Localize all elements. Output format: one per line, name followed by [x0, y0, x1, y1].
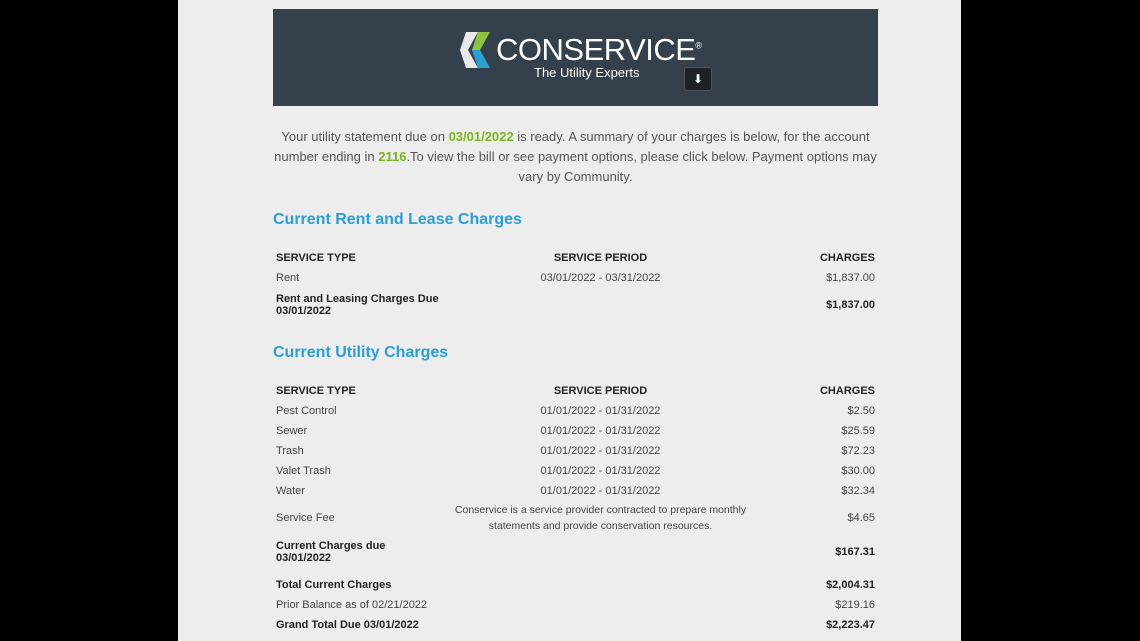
table-row: Pest Control 01/01/2022 - 01/31/2022 $2.50	[276, 405, 875, 417]
total-current-charges-row: Total Current Charges $2,004.31	[276, 579, 875, 591]
rent-section-title: Current Rent and Lease Charges	[273, 211, 522, 228]
email-page	[178, 0, 961, 641]
header-charges: CHARGES	[819, 252, 875, 264]
rent-total-row: Rent and Leasing Charges Due 03/01/2022 $1,837.00	[276, 293, 875, 317]
table-header-row	[273, 248, 878, 268]
header-service-period: SERVICE PERIOD	[553, 252, 648, 264]
service-fee-row: Service Fee Conservice is a service provider contracted to prepare monthly statements and provide conservation resources. $4.65	[273, 501, 878, 535]
download-arrow-icon: ⬇	[692, 72, 704, 86]
header-service-type: SERVICE TYPE	[276, 385, 356, 397]
conservice-logo	[456, 30, 706, 90]
table-row: Valet Trash 01/01/2022 - 01/31/2022 $30.00	[276, 465, 875, 477]
grand-total-row: Grand Total Due 03/01/2022 $2,223.47	[276, 619, 875, 631]
current-charges-due-row: Current Charges due 03/01/2022 $167.31	[276, 540, 875, 564]
prior-balance-row: Prior Balance as of 02/21/2022 $219.16	[276, 599, 875, 611]
table-row: Sewer 01/01/2022 - 01/31/2022 $25.59	[276, 425, 875, 437]
service-fee-note: Conservice is a service provider contracted to prepare monthly statements and provide conservation resources.	[454, 504, 747, 532]
utility-charges-table	[273, 381, 878, 635]
utility-section-title: Current Utility Charges	[273, 344, 449, 361]
logo-tagline: The Utility Experts	[534, 65, 640, 80]
logo-brand-text: CONSERVICE®	[496, 32, 702, 67]
table-row: Water 01/01/2022 - 01/31/2022 $32.34	[276, 485, 875, 497]
rent-charges-table	[273, 248, 878, 322]
due-date-highlight: 03/01/2022	[448, 129, 514, 144]
header-service-period: SERVICE PERIOD	[553, 385, 648, 397]
account-number-highlight: 2116	[378, 149, 407, 164]
table-row: Trash 01/01/2022 - 01/31/2022 $72.23	[276, 445, 875, 457]
header-banner	[273, 9, 878, 106]
table-row: Rent 03/01/2022 - 03/31/2022 $1,837.00	[276, 272, 875, 284]
header-charges: CHARGES	[819, 385, 875, 397]
header-service-type: SERVICE TYPE	[276, 252, 356, 264]
intro-paragraph: Your utility statement due on 03/01/2022 is ready. A summary of your charges is below, for the account number ending in 2116.To view the bill or see payment options, please click below. Payment options may vary by Community.	[274, 129, 877, 184]
download-button[interactable]	[684, 67, 712, 91]
conservice-logo-icon	[456, 30, 496, 70]
table-header-row	[273, 381, 878, 401]
